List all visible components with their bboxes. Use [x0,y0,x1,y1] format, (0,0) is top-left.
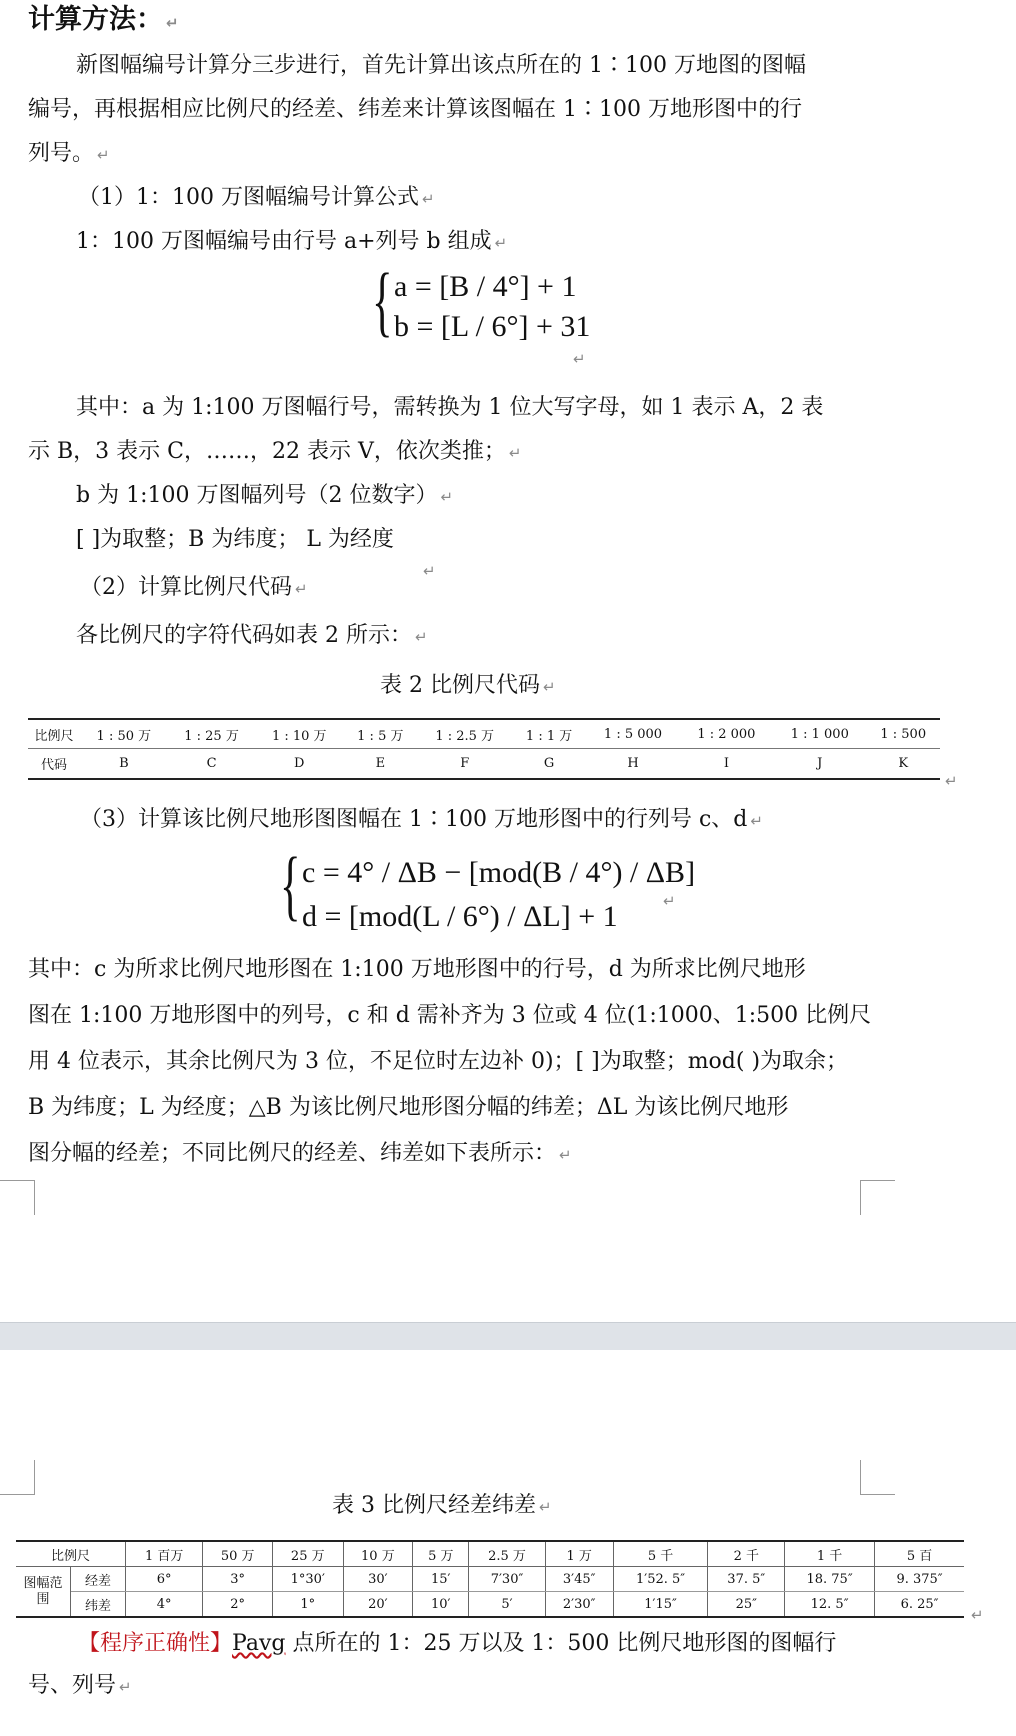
table3 [16,1542,964,1616]
table2-cell: I [723,755,729,771]
step2-title: （2）计算比例尺代码 ↵ [80,575,308,600]
table3-bottom-rule [16,1616,964,1618]
explain1-line-1: 其中：a 为 1:100 万图幅行号，需转换为 1 位大写字母，如 1 表示 A，2 表 [76,395,824,420]
formula2-brace: { [280,841,301,928]
table2-cell: D [294,755,305,771]
table2-cell: 1 : 2.5 万 [418,720,512,749]
table2-cell: 1 : 1 000 [773,720,866,749]
table3-cell: 1°30′ [272,1567,343,1592]
table2-cell: F [460,755,470,771]
table3-cell: 1′15″ [613,1592,708,1617]
table3-header-cell: 比例尺 [16,1542,126,1567]
table3-cell: 7′30″ [469,1567,545,1592]
table3-cell: 6. 25″ [900,1596,939,1612]
table3-cell: 5′ [469,1592,545,1617]
table2-cell: 1 : 5 万 [343,720,417,749]
step1-text: 1：100 万图幅编号由行号 a+列号 b 组成 ↵ [76,229,508,254]
table3-cell: 25″ [708,1592,785,1617]
formula1-line-b: b = [L / 6°] + 31 [394,310,591,343]
explain2-line-4: B 为纬度；L 为经度；△B 为该比例尺地形图分幅的纬差；ΔL 为该比例尺地形 [28,1095,789,1120]
table2-cell: K [898,755,909,771]
table2-cell: B [119,755,129,771]
crop-mark-left-2 [0,1460,35,1495]
table3-group-label: 图幅范围 [16,1567,71,1617]
correctness-line-2: 号、列号 ↵ [28,1673,132,1698]
table3-header-cell: 2 千 [708,1542,785,1567]
table2-cell: 1 : 5 000 [586,720,679,749]
document-page-2 [0,1350,1016,1736]
step1-title: （1）1：100 万图幅编号计算公式 ↵ [78,185,435,210]
crop-mark-right-2 [860,1460,895,1495]
table3-header-cell: 1 万 [545,1542,613,1567]
table3-cell: 1′52. 5″ [613,1567,708,1592]
table2-cell: 1 : 50 万 [80,720,168,749]
formula2-line-d: d = [mod(L / 6°) / ΔL] + 1 [302,900,618,933]
table3-cell: 经差 [71,1567,126,1592]
table3-header-cell: 10 万 [343,1542,413,1567]
table3-cell: 20′ [343,1592,413,1617]
table2-cell: C [206,755,217,771]
crop-mark-right [860,1180,895,1215]
formula1-brace: { [372,257,393,344]
table3-cell: 9. 375″ [875,1567,964,1592]
table3-header-cell: 5 百 [875,1542,964,1567]
table2-caption: 表 2 比例尺代码 ↵ [380,673,556,698]
table3-cell: 18. 75″ [785,1567,875,1592]
table3-cell: 12. 5″ [785,1592,875,1617]
table3-header-cell: 1 千 [785,1542,875,1567]
table3-header-cell: 25 万 [272,1542,343,1567]
table3-caption: 表 3 比例尺经差纬差 ↵ [332,1493,552,1518]
table2 [28,720,940,777]
correctness-line-1: 【程序正确性】Pavg 点所在的 1：25 万以及 1：500 比例尺地形图的图幅行 [78,1631,837,1656]
section-heading: 计算方法： ↵ [28,4,179,35]
table3-cell: 3′45″ [545,1567,613,1592]
table2-bottom-rule [28,778,940,780]
table2-cell: E [375,755,386,771]
pavg-text: Pavg [232,1631,286,1656]
intro-line-2: 编号，再根据相应比例尺的经差、纬差来计算该图幅在 1∶100 万地形图中的行 [28,97,802,122]
table3-cell: 4° [126,1592,203,1617]
table3-cell: 10′ [413,1592,469,1617]
explain1-line-2: 示 B，3 表示 C，……，22 表示 V，依次类推； ↵ [28,439,522,464]
explain2-line-3: 用 4 位表示，其余比例尺为 3 位，不足位时左边补 0)；[ ]为取整；mod( )为取余； [28,1049,849,1074]
table2-mark: ↵ [945,772,958,790]
table3-cell: 37. 5″ [708,1567,785,1592]
step2-text: 各比例尺的字符代码如表 2 所示： ↵ [76,623,428,648]
table2-row-code [28,749,940,778]
table3-mark: ↵ [971,1606,984,1624]
table2-cell: 比例尺 [28,720,80,749]
table3-header-cell: 50 万 [203,1542,273,1567]
table2-cell: H [627,755,639,771]
page-break-gap [0,1322,1016,1352]
explain2-line-1: 其中：c 为所求比例尺地形图在 1:100 万地形图中的行号，d 为所求比例尺地形 [28,957,806,982]
table2-cell: J [817,755,823,771]
table3-header-row [16,1542,964,1567]
table3-row-lat [16,1592,964,1617]
correctness-label: 【程序正确性】 [78,1631,233,1656]
table2-cell: 代码 [40,757,67,773]
table3-row-lon [16,1567,964,1592]
intro-line-3: 列号。 ↵ [28,141,110,166]
table3-cell: 30′ [343,1567,413,1592]
table2-cell: 1 : 10 万 [255,720,343,749]
formula2-line-c: c = 4° / ΔB − [mod(B / 4°) / ΔB] [302,856,696,889]
explain1-mark: ↵ [423,562,436,580]
table3-cell: 2′30″ [545,1592,613,1617]
formula1-mark: ↵ [573,350,586,368]
crop-mark-left [0,1180,35,1215]
table2-cell: 1 : 25 万 [168,720,256,749]
table3-cell: 15′ [413,1567,469,1592]
table3-header-cell: 1 百万 [126,1542,203,1567]
table3-cell: 1° [272,1592,343,1617]
table2-cell: G [543,755,555,771]
step3-title: （3）计算该比例尺地形图图幅在 1∶100 万地形图中的行列号 c、d ↵ [80,807,763,832]
table3-header-cell: 2.5 万 [469,1542,545,1567]
explain1-line-3: b 为 1:100 万图幅列号（2 位数字） ↵ [76,483,454,508]
intro-line-1: 新图幅编号计算分三步进行，首先计算出该点所在的 1∶100 万地图的图幅 [76,53,806,78]
formula1-line-a: a = [B / 4°] + 1 [394,270,577,303]
table2-cell: 1 : 1 万 [512,720,586,749]
table3-header-cell: 5 千 [613,1542,708,1567]
table2-cell: 1 : 500 [866,720,940,749]
table2-row-scale [28,720,940,749]
explain2-line-2: 图在 1:100 万地形图中的列号，c 和 d 需补齐为 3 位或 4 位(1:1000、1:500 比例尺 [28,1003,872,1028]
table2-cell: 1 : 2 000 [680,720,773,749]
table3-header-cell: 5 万 [413,1542,469,1567]
table3-cell: 2° [203,1592,273,1617]
table3-cell: 6° [126,1567,203,1592]
table3-cell: 纬差 [71,1592,126,1617]
explain2-line-5: 图分幅的经差；不同比例尺的经差、纬差如下表所示： ↵ [28,1141,572,1166]
formula2-mark: ↵ [663,892,676,910]
explain1-line-4: [ ]为取整；B 为纬度； L 为经度 [76,527,394,552]
table3-cell: 3° [203,1567,273,1592]
